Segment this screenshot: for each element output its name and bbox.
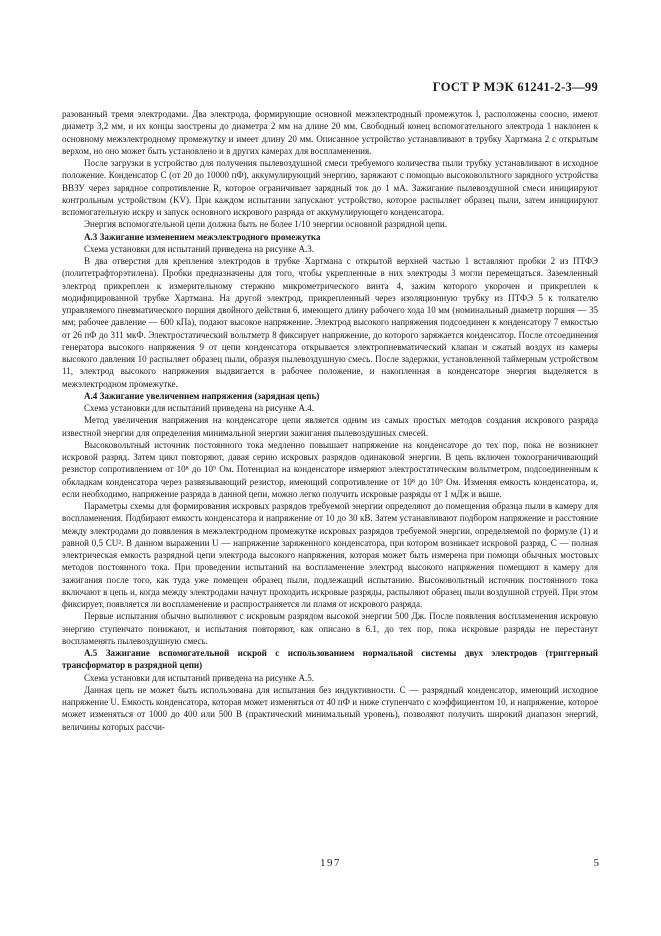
paragraph: Схема установки для испытаний приведена на рисунке А.3. bbox=[84, 243, 315, 254]
paragraph: Схема установки для испытаний приведена на рисунке А.4. bbox=[84, 403, 315, 413]
paragraph: В два отверстия для крепления электродов в трубке Хартмана с открытой верхней частью 1 вставляют пробки 2 из ПТФЭ (политетрафторэтилена). Пробки предназначены для того, чтобы укрепленные в них электроды 3 могли перемещаться. Заземленный электрод прикреплен к измерительному стержню микрометрического винта 4, зажим которого укорочен и прикреплен к модифицированной трубке Хартмана. На другой электрод, прикрепленный через изоляционную трубку из ПТФЭ 5 к толкателю управляемого пневматического поршня двойного действия 6, имеющего длину рабочего хода 10 мм (номинальный диаметр поршня — 35 мм; рабочее давление — 600 кПа), подают высокое напряжение. Электрод высокого напряжения подсоединен к конденсатору 7 емкостью от 26 пФ до 311 мкФ. Электростатический вольтметр 8 фиксирует напряжение, до которого заряжается конденсатор. После отсоединения генератора высокого напряжения 9 от цепи конденсатора открывается электропневматический клапан и сжатый воздух из камеры высокого давления 10 распыляет образец пыли, образуя пылевоздушную смесь. После задержки, установленной таймерным устройством 11, электрод высокого напряжения выдвигается в рабочее положение, и накопленная в конденсаторе энергия выделяется в межэлектродном промежутке. bbox=[62, 256, 598, 389]
paragraph: Энергия вспомогательной цепи должна быть не более 1/10 энергии основной разрядной цепи. bbox=[84, 219, 448, 230]
footer-page-index: 5 bbox=[593, 857, 599, 869]
document-header: ГОСТ Р МЭК 61241-2-3—99 bbox=[432, 80, 598, 94]
paragraph: Первые испытания обычно выполняют с искровым разрядом высокой энергии 500 Дж. После появления воспламенения искровую энергию ступенчато понижают, и испытания повторяют, как описано в 6.1, до тех пор, пока искровые разряды не перестанут воспламенять пылевоздушную смесь. bbox=[62, 611, 598, 646]
paragraph: Высоковольтный источник постоянного тока медленно повышает напряжение на конденсаторе до тех пор, пока не возникнет искровой разряд. Затем цикл повторяют, давая серию искровых разрядов одинаковой энергии. В цепь включен токоограничивающий резистор сопротивлением от 10⁸ до 10⁹ Ом. Потенциал на конденсаторе измеряют электростатическим вольтметром, подсоединенным к обкладкам конденсатора через развязывающий резистор, имеющий сопротивление от 10⁸ до 10⁹ Ом. Изменяя емкость конденсатора, и, если необходимо, напряжение разряда в данной цепи, можно легко получить искровые разряды от 1 мДж и выше. bbox=[62, 439, 598, 499]
document-body bbox=[62, 108, 598, 733]
section-heading: А.5 Зажигание вспомогательной искрой с использованием нормальной системы двух электродов (триггерный трансформатор в разрядной цепи) bbox=[62, 648, 598, 671]
section-heading: А.4 Зажигание увеличением напряжения (зарядная цепь) bbox=[84, 390, 320, 401]
footer-page-number: 197 bbox=[320, 857, 341, 869]
section-heading: А.3 Зажигание изменением межэлектродного промежутка bbox=[84, 231, 321, 242]
paragraph: Схема установки для испытаний приведена на рисунке А.5. bbox=[84, 672, 315, 683]
paragraph: После загрузки в устройство для получения пылевоздушной смеси требуемого количества пыли трубку устанавливают в исходное положение. Конденсатор C (от 20 до 10000 пФ), аккумулирующий энергию, заряжают с помощью высоковольтного зарядного устройства ВВЗУ через зарядное сопротивление R, которое ограничивает зарядный ток до 1 мА. Зажигание пылевоздушной смеси инициируют контрольным устройством (KV). При каждом испытании запускают устройство, которое распыляет образец пыли, затем инициируют вспомогательную искру и запуск основного искрового разряда от аккумулирующего конденсатора. bbox=[62, 158, 598, 217]
paragraph: Метод увеличения напряжения на конденсаторе цепи является одним из самых простых методов создания искрового разряда известной энергии для определения минимальной энергии зажигания пылевоздушных смесей. bbox=[62, 415, 598, 438]
paragraph: разованный тремя электродами. Два электрода, формирующие основной межэлектродный промежуток l, расположены соосно, имеют диаметр 3,2 мм, и их концы заострены до диаметра 2 мм на длине 20 мм. Свободный конец вспомогательного электрода 1 наклонен к основному межэлектродному промежутку и имеет длину 20 мм. Описанное устройство устанавливают в трубку Хартмана 2 с открытым верхом, но оно может быть установлено и в других камерах для воспламенения. bbox=[62, 109, 598, 156]
paragraph: Данная цепь не может быть использована для испытания без индуктивности. C — разрядный конденсатор, имеющий исходное напряжение U. Емкость конденсатора, которая может изменяться от 40 пФ и ниже ступенчато с коэффициентом 10, и напряжение, которое может изменяться от 1000 до 400 или 500 В (практический минимальный уровень), позволяют получить широкий диапазон энергий, величины которых рассчи- bbox=[62, 684, 598, 732]
paragraph: Параметры схемы для формирования искровых разрядов требуемой энергии определяют до помещения образца пыли в камеру для воспламенения. Подбирают емкость конденсатора и напряжение от 10 до 30 кВ. Затем устанавливают подбором напряжение и расстояние между электродами до появления в межэлектродном промежутке искровых разрядов требуемой энергии, определяемой по формуле (1) и равной 0,5 CU². В данном выражении U — напряжение заряженного конденсатора, при котором возникает искровой разряд, C — полная электрическая емкость разрядной цепи электрода высокого напряжения, которая может быть измерена при помощи обычных мостовых методов постоянного тока. При проведении испытаний на воспламенение электрод высокого напряжения помещают в камеру для зажигания после того, как туда уже помещен образец пыли, подлежащий испытанию. Высоковольтный источник постоянного тока включают в цепь и, когда между электродами начнут проходить искровые разряды, распыляют образец пыли воздушной струей. При этом фиксирует, появляется ли воспламенение и распространяется ли пламя от искрового разряда. bbox=[62, 501, 598, 609]
